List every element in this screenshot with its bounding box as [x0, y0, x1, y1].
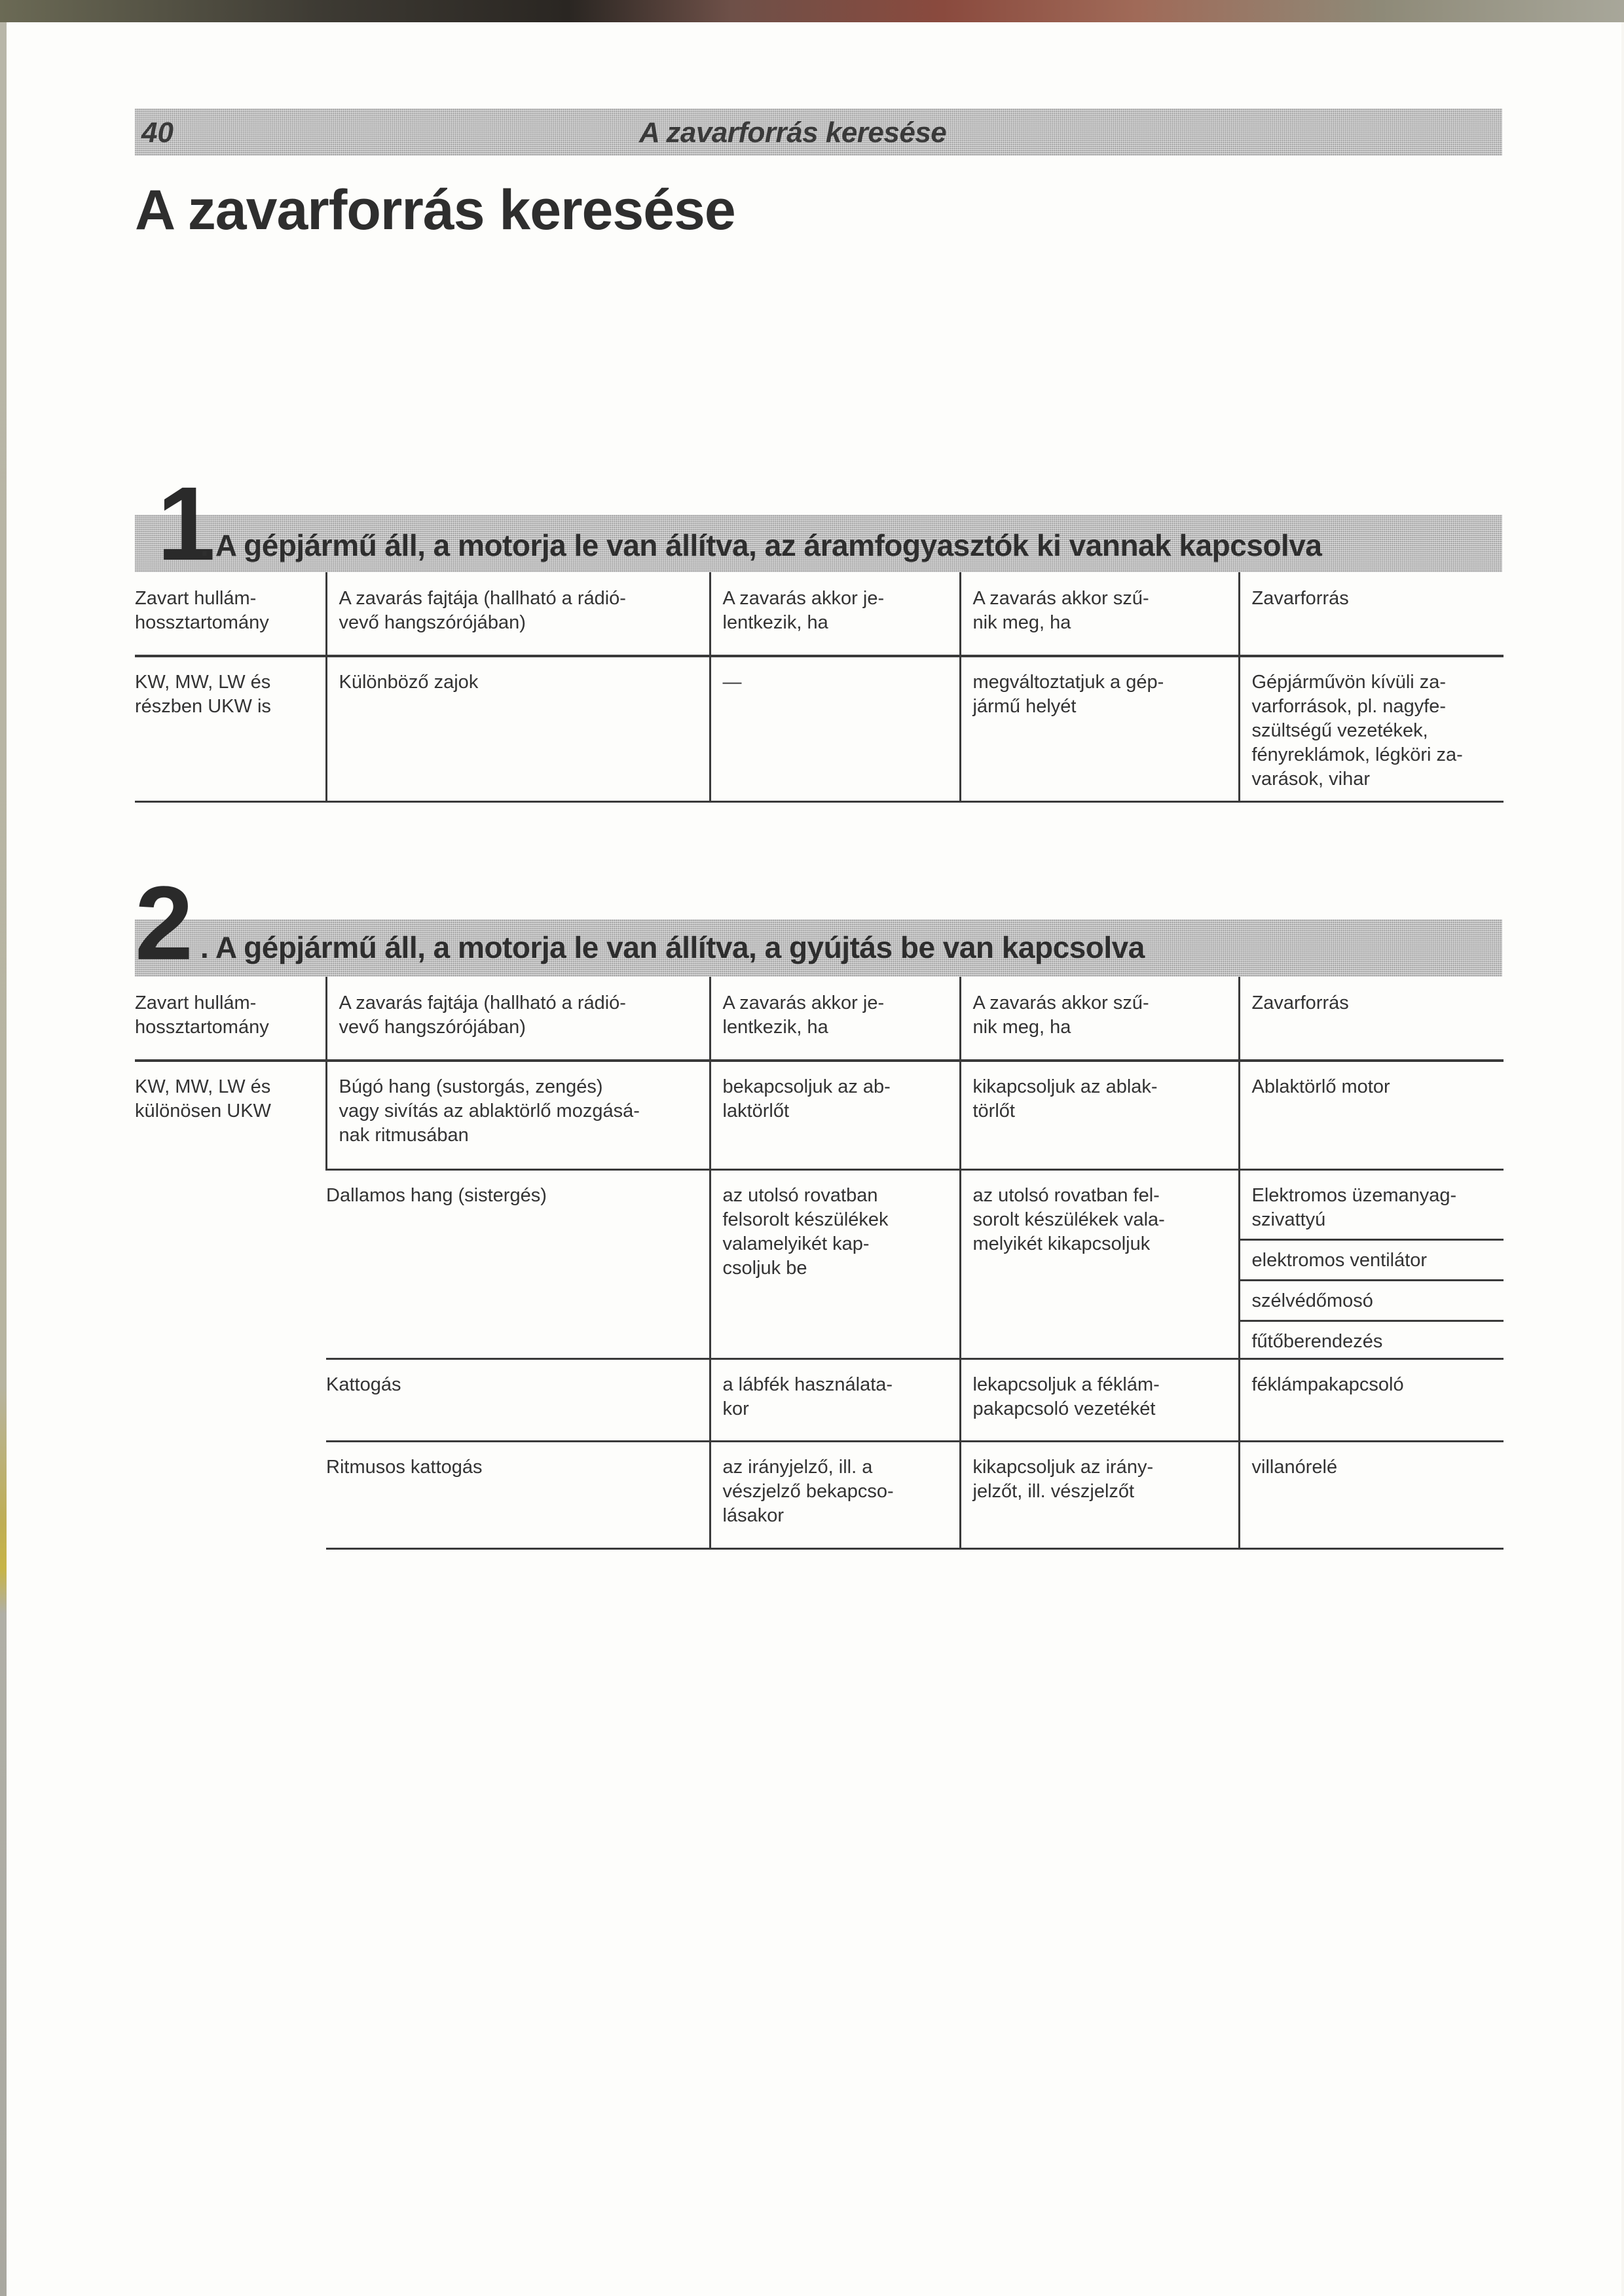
section-1-table: [135, 572, 1504, 803]
cell-stops: az utolsó rovatban fel- sorolt készülékek vala- melyikét kikapcsoljuk: [960, 1169, 1239, 1358]
table-row: [135, 1441, 1504, 1548]
cell-source: Gépjárművön kívüli za- varforrások, pl. nagyfe- szültségű vezetékek, fényreklámok, légköri za- varások, vihar: [1239, 656, 1504, 802]
cell-stops: lekapcsoljuk a féklám- pakapcsoló vezetékét: [960, 1358, 1239, 1441]
running-head: [135, 109, 1502, 156]
table-header-row: [135, 977, 1504, 1061]
cell-type: Kattogás: [326, 1358, 710, 1441]
page-number: 40: [141, 117, 174, 149]
scan-edge-top: [0, 0, 1624, 22]
cell-stops: kikapcsoljuk az irány- jelzőt, ill. vészjelzőt: [960, 1441, 1239, 1548]
page-title: A zavarforrás keresése: [135, 179, 735, 242]
running-head-title: A zavarforrás keresése: [639, 117, 947, 149]
scan-edge-left: [0, 22, 7, 2296]
section-2-table: [135, 977, 1504, 1550]
cell-stops: megváltoztatjuk a gép- jármű helyét: [960, 656, 1239, 802]
column-header: Zavarforrás: [1239, 977, 1504, 1061]
section-1-number: 1: [157, 465, 215, 582]
cell-type: Ritmusos kattogás: [326, 1441, 710, 1548]
cell-appears: az irányjelző, ill. a vészjelző bekapcso- lásakor: [710, 1441, 960, 1548]
section-1-title: . A gépjármű áll, a motorja le van állítva, az áramfogyasztók ki vannak kapcsolva: [200, 528, 1322, 562]
cell-appears: a lábfék használata- kor: [710, 1358, 960, 1441]
source-item: Elektromos üzemanyag- szivattyú: [1240, 1184, 1504, 1241]
cell-band: KW, MW, LW és különösen UKW: [135, 1076, 271, 1121]
column-header: Zavart hullám- hossztartomány: [135, 977, 326, 1061]
cell-stops: kikapcsoljuk az ablak- törlőt: [960, 1061, 1239, 1169]
cell-type: Búgó hang (sustorgás, zengés) vagy sivítás az ablaktörlő mozgásá- nak ritmusában: [326, 1061, 710, 1169]
column-header: A zavarás akkor je- lentkezik, ha: [710, 977, 960, 1061]
column-header: Zavarforrás: [1239, 572, 1504, 656]
table-row: [135, 656, 1504, 802]
column-header: A zavarás akkor szű- nik meg, ha: [960, 572, 1239, 656]
cell-appears: —: [710, 656, 960, 802]
cell-source-list: [1239, 1169, 1504, 1358]
section-2-title: . A gépjármű áll, a motorja le van állítva, a gyújtás be van kapcsolva: [200, 930, 1145, 964]
cell-appears: bekapcsoljuk az ab- laktörlőt: [710, 1061, 960, 1169]
section-2-number: 2: [135, 864, 193, 981]
column-header: A zavarás akkor je- lentkezik, ha: [710, 572, 960, 656]
source-item: szélvédőmosó: [1240, 1289, 1504, 1322]
source-list: [1240, 1184, 1504, 1354]
table-row: [135, 1169, 1504, 1358]
column-header: A zavarás akkor szű- nik meg, ha: [960, 977, 1239, 1061]
cell-type: Dallamos hang (sistergés): [326, 1169, 710, 1358]
cell-appears: az utolsó rovatban felsorolt készülékek valamelyikét kap- csoljuk be: [710, 1169, 960, 1358]
cell-band: KW, MW, LW és részben UKW is: [135, 656, 326, 802]
cell-type: Különböző zajok: [326, 656, 710, 802]
column-header: Zavart hullám- hossztartomány: [135, 572, 326, 656]
cell-source: Ablaktörlő motor: [1239, 1061, 1504, 1169]
table-header-row: [135, 572, 1504, 656]
cell-source: féklámpakapcsoló: [1239, 1358, 1504, 1441]
column-header: A zavarás fajtája (hallható a rádió- vevő hangszórójában): [326, 572, 710, 656]
source-item: fűtőberendezés: [1251, 1330, 1383, 1352]
table-row: [135, 1061, 1504, 1169]
cell-source: villanórelé: [1239, 1441, 1504, 1548]
table-row: [135, 1358, 1504, 1441]
source-item: elektromos ventilátor: [1240, 1248, 1504, 1281]
column-header: A zavarás fajtája (hallható a rádió- vevő hangszórójában): [326, 977, 710, 1061]
